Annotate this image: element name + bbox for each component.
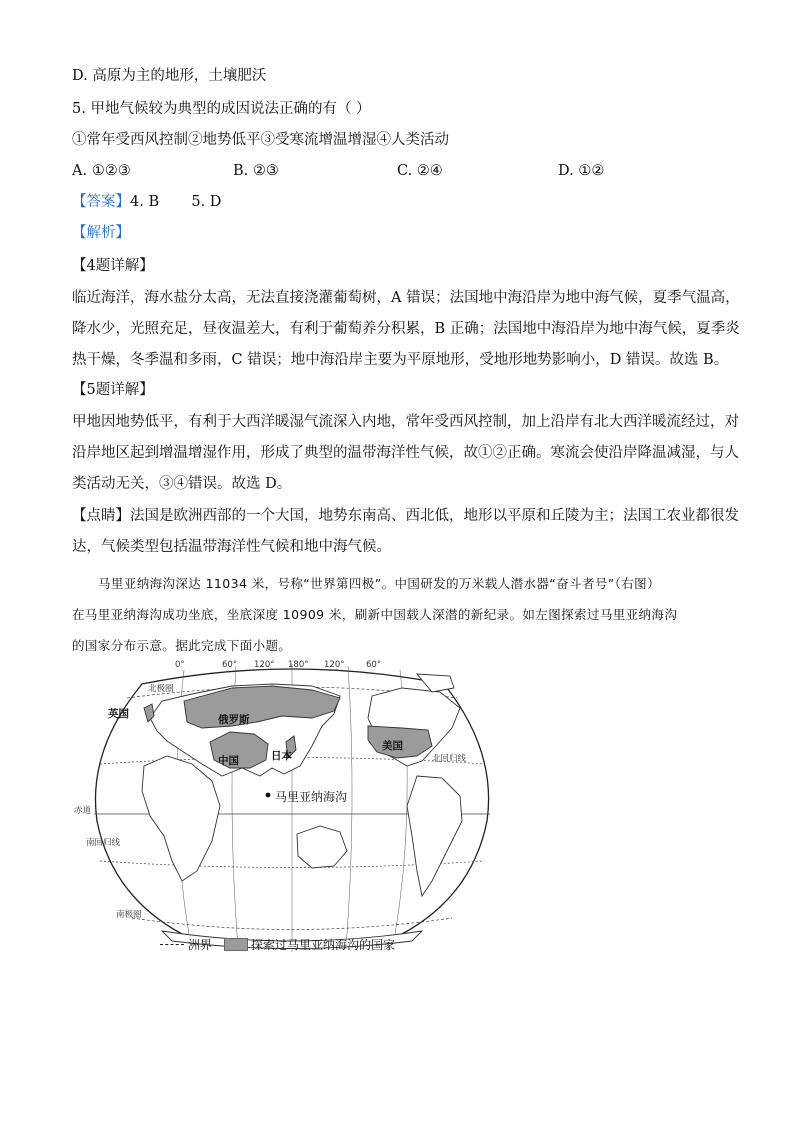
tips-line (72, 506, 739, 526)
passage-line-2: 在马里亚纳海沟成功坐底，坐底深度 10909 米，刷新中国载人深潜的新纪录。如左图探索过马里亚纳海沟 (72, 607, 678, 622)
map-legend (160, 936, 395, 953)
detail5-line: 沿岸地区起到增温增湿作用，形成了典型的温带海洋性气候，故①②正确。寒流会使沿岸降温减湿，与人 (72, 445, 739, 461)
country-label-japan: 日本 (271, 750, 292, 762)
tropic-north-label: 北回归线 (432, 754, 467, 764)
antarctic-circle-label: 南极圈 (116, 910, 142, 920)
longitude-label: 60° (366, 660, 382, 670)
q5-option-b: B. ②③ (233, 163, 279, 179)
detail4-tag: 【4题详解】 (72, 258, 154, 274)
explored-swatch-icon (224, 938, 248, 951)
longitude-label: 60° (222, 660, 238, 670)
country-label-usa: 美国 (382, 740, 403, 752)
legend-boundary: 洲界 (188, 938, 213, 952)
analysis-tag: 【解析】 (72, 225, 130, 241)
longitude-label: 180° (288, 660, 309, 670)
tropic-south-label: 南回归线 (86, 838, 121, 848)
q5-option-d: D. ①② (558, 163, 605, 179)
detail5-tag: 【5题详解】 (72, 382, 154, 398)
tips-line-2: 达，气候类型包括温带海洋性气候和地中海气候。 (72, 539, 391, 555)
country-label-russia: 俄罗斯 (218, 714, 250, 726)
tips-tag: 【点睛】 (72, 508, 130, 524)
equator-label: 赤道 (74, 806, 92, 816)
passage-line-1: 马里亚纳海沟深达 11034 米，号称“世界第四极”。中国研发的万米载人潜水器“奋斗者号”（右图） (98, 576, 660, 591)
boundary-line-icon (160, 944, 184, 945)
country-label-uk: 英国 (108, 708, 129, 720)
q5-factors: ①常年受西风控制②地势低平③受寒流增温增湿④人类活动 (72, 132, 449, 148)
country-label-china: 中国 (218, 755, 239, 767)
passage (72, 568, 722, 661)
tips-text: 法国是欧洲西部的一个大国，地势东南高、西北低，地形以平原和丘陵为主；法国工农业都很发 (130, 508, 739, 524)
detail4-line: 临近海洋，海水盐分太高，无法直接浇灌葡萄树，A 错误；法国地中海沿岸为地中海气候，夏季气温高， (72, 290, 740, 306)
detail5-line: 类活动无关，③④错误。故选 D。 (72, 476, 292, 492)
legend-explored: 探索过马里亚纳海沟的国家 (251, 938, 396, 952)
answer-line (72, 192, 221, 212)
answer-tag: 【答案】 (72, 194, 130, 210)
world-map (72, 656, 512, 956)
detail4-line: 降水少，光照充足，昼夜温差大，有利于葡萄养分积累，B 正确；法国地中海沿岸为地中海气候，夏季炎 (72, 321, 740, 337)
q5-stem: 5. 甲地气候较为典型的成因说法正确的有（ ） (72, 101, 371, 117)
answer-text: 4. B 5. D (130, 194, 222, 210)
arctic-circle-label: 北极圈 (148, 684, 174, 694)
q4-option-d: D. 高原为主的地形，土壤肥沃 (72, 68, 267, 84)
longitude-label: 120° (324, 660, 345, 670)
q5-option-a: A. ①②③ (72, 163, 131, 179)
longitude-label: 120° (254, 660, 275, 670)
trench-label: 马里亚纳海沟 (275, 790, 348, 804)
q5-option-c: C. ②④ (397, 163, 443, 179)
detail4-line: 热干燥，冬季温和多雨，C 错误；地中海沿岸主要为平原地形，受地形地势影响小，D 错误。故选 B。 (72, 352, 729, 368)
detail5-line: 甲地因地势低平，有利于大西洋暖湿气流深入内地，常年受西风控制，加上沿岸有北大西洋暖流经过，对 (72, 414, 739, 430)
passage-line-3: 的国家分布示意。据此完成下面小题。 (72, 638, 292, 653)
longitude-label: 0° (175, 660, 185, 670)
